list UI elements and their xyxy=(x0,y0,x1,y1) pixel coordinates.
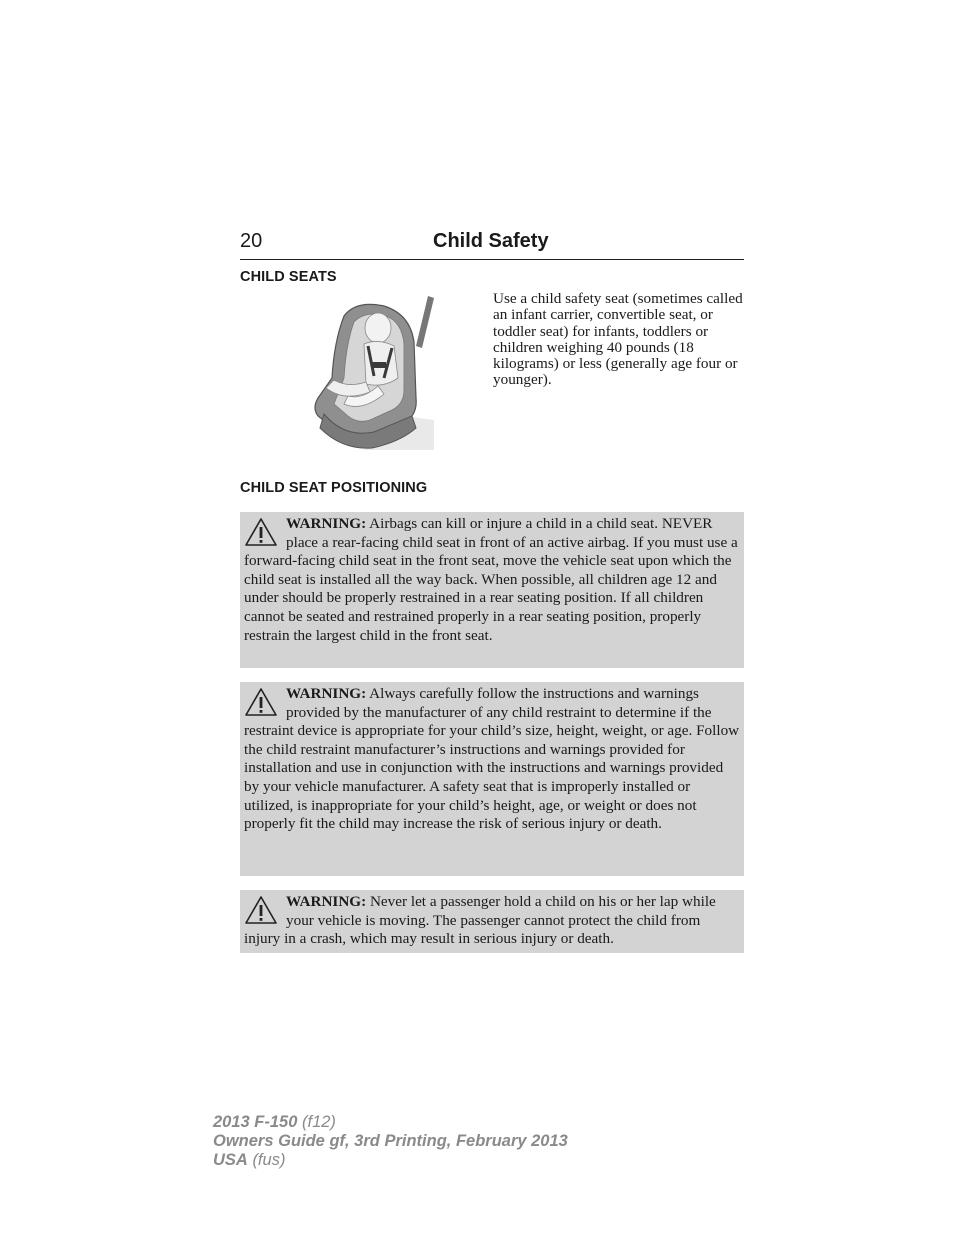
warning-label: WARNING: xyxy=(286,515,367,532)
footer-guide-line xyxy=(213,1132,568,1151)
footer-region: USA xyxy=(213,1151,248,1169)
warning-box-manufacturer-instructions xyxy=(240,682,744,876)
footer-model: 2013 F-150 xyxy=(213,1113,298,1131)
footer-region-code: (fus) xyxy=(252,1151,286,1169)
page-footer xyxy=(213,1113,568,1170)
warning-box-lap-holding xyxy=(240,890,744,953)
page-number: 20 xyxy=(240,230,263,252)
section-heading-child-seat-positioning: CHILD SEAT POSITIONING xyxy=(240,480,428,496)
footer-region-line xyxy=(213,1151,568,1170)
warning-label: WARNING: xyxy=(286,685,367,702)
warning-box-airbag xyxy=(240,512,744,668)
warning-text: Airbags can kill or injure a child in a child seat. NEVER place a rear-facing child seat in front of an active airbag. If you must use a forward-facing child seat in the front seat, move the vehicle seat upon which the child seat is installed all the way back. When possible, all children age 12 and under should be properly restrained in a rear seating position. If all children cannot be seated and restrained properly in a rear seating position, properly restrain the largest child in the front seat. xyxy=(244,515,738,644)
footer-guide: Owners Guide gf, 3rd Printing, February 2013 xyxy=(213,1132,568,1150)
page-header xyxy=(240,228,744,260)
warning-label: WARNING: xyxy=(286,893,367,910)
warning-triangle-icon xyxy=(244,517,278,547)
child-seats-description: Use a child safety seat (sometimes called an infant carrier, convertible seat, or toddler seat) for infants, toddlers or children weighing 40 pounds (18 kilograms) or less (generally age four or younger). xyxy=(493,290,743,389)
footer-model-code: (f12) xyxy=(302,1113,336,1131)
warning-triangle-icon xyxy=(244,687,278,717)
warning-text: Never let a passenger hold a child on his or her lap while your vehicle is moving. The passenger cannot protect the child from injury in a crash, which may result in serious injury or death. xyxy=(244,893,716,948)
footer-model-line xyxy=(213,1113,568,1132)
warning-triangle-icon xyxy=(244,895,278,925)
section-heading-child-seats: CHILD SEATS xyxy=(240,269,337,285)
child-safety-seat-illustration xyxy=(304,292,440,452)
chapter-title: Child Safety xyxy=(433,230,549,252)
warning-text: Always carefully follow the instructions and warnings provided by the manufacturer of any child restraint to determine if the restraint device is appropriate for your child’s size, height, weight, or age. Follow the child restraint manufacturer’s instructions and warnings provided for installation and use in conjunction with the instructions and warnings provided by your vehicle manufacturer. A safety seat that is improperly installed or utilized, is inappropriate for your child’s height, age, or weight or does not properly fit the child may increase the risk of serious injury or death. xyxy=(244,685,740,833)
